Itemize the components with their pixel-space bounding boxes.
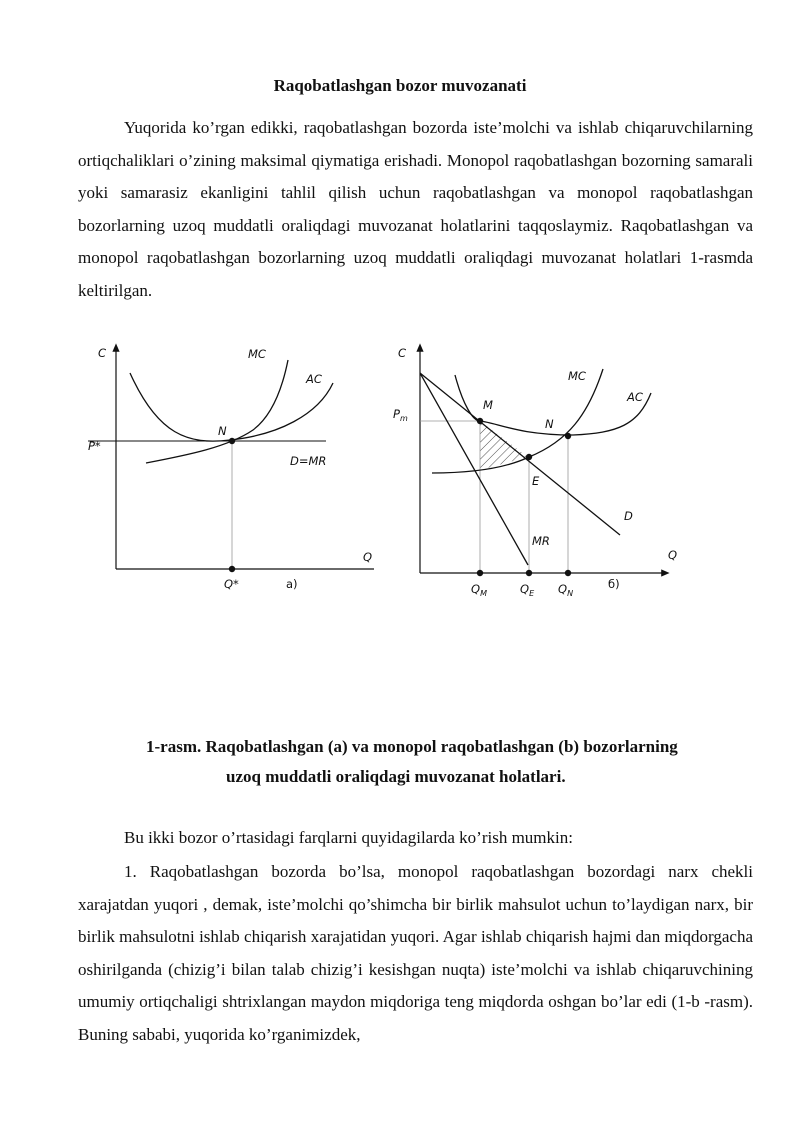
panel-b-mr-label: MR — [532, 534, 550, 548]
panel-b-hatched-area — [480, 421, 528, 470]
panel-b-mc-label: MC — [568, 369, 586, 383]
panel-a-label: a) — [286, 577, 298, 591]
point-1-paragraph: 1. Raqobatlashgan bozorda bo’lsa, monopol raqobatlashgan bozordagi narx chekli xarajatdan yuqori , demak, iste’molchi qo’shimcha bir birlik mahsulot uchun to’laydigan narx, bir birlik mahsulotni ishlab chiqarish xarajatidan yuqori. Agar ishlab chiqarish hajmi dan miqdorgacha oshirilganda (chizig’i bilan talab chizig’i kesishgan nuqta) iste’molchi va ishlab chiqaruvchining umumiy ortiqchaligi shtrixlangan maydon miqdoriga teng miqdorda oshgan bo’lar edi (1-b -rasm). Buning sababi, yuqorida ko’rganimizdek, — [78, 862, 753, 1044]
panel-a-dmr-label: D=MR — [290, 454, 327, 468]
caption-line-1: 1-rasm. Raqobatlashgan (a) va monopol raqobatlashgan (b) bozorlarning — [146, 737, 678, 756]
panel-a-mc-curve — [146, 360, 288, 463]
panel-a-mc-label: MC — [248, 347, 266, 361]
panel-a-ac-label: AC — [306, 372, 322, 386]
panel-b-point-m — [477, 418, 483, 424]
panel-b-pm-label: $P_m$ — [393, 407, 408, 423]
panel-a-qstar-label: Q* — [224, 577, 239, 591]
panel-b-demand-curve — [420, 373, 620, 535]
panel-b-m-label: M — [483, 398, 493, 412]
panel-a-ac-curve — [130, 373, 333, 441]
panel-b-x-label: Q — [668, 548, 678, 562]
panel-b-y-label: C — [398, 346, 407, 360]
panel-a-x-label: Q — [363, 550, 373, 564]
panel-b-d-label: D — [624, 509, 633, 523]
panel-b-ac-label: AC — [627, 390, 643, 404]
panel-b-qn-label: $Q_N$ — [558, 582, 574, 598]
panel-b-point-n — [565, 433, 571, 439]
panel-b-n-label: N — [545, 417, 554, 431]
panel-b-mr-curve — [420, 373, 528, 565]
panel-b-point-qe — [526, 570, 532, 576]
panel-a — [88, 346, 374, 591]
differences-intro: Bu ikki bozor o’rtasidagi farqlarni quyidagilarda ko’rish mumkin: — [124, 828, 573, 847]
equilibrium-figure — [78, 335, 718, 605]
panel-b — [393, 346, 677, 598]
panel-a-n-label: N — [218, 424, 227, 438]
panel-b-qm-label: $Q_M$ — [471, 582, 487, 598]
equilibrium-diagrams-svg — [78, 335, 718, 605]
caption-line-2: uzoq muddatli oraliqdagi muvozanat holatlari. — [226, 767, 566, 786]
intro-paragraph: Yuqorida ko’rgan edikki, raqobatlashgan bozorda iste’molchi va ishlab chiqaruvchilarning ortiqchaliklari o’zining maksimal qiymatiga erishadi. Monopol raqobatlashgan bozorning samarali yoki samarasiz ekanligini tahlil qilish uchun raqobatlashgan va monopol raqobatlashgan bozorlarning uzoq muddatli oraliqdagi muvozanat holatlarini taqqoslaymiz. Raqobatlashgan va monopol raqobatlashgan bozorlarning uzoq muddatli oraliqdagi muvozanat holatlari 1-rasmda keltirilgan. — [78, 118, 753, 300]
panel-b-point-e — [526, 454, 532, 460]
panel-a-point-n — [229, 438, 235, 444]
section-heading: Raqobatlashgan bozor muvozanati — [273, 76, 527, 95]
panel-b-qe-label: $Q_E$ — [520, 582, 535, 598]
panel-b-point-qn — [565, 570, 571, 576]
panel-a-pstar-label: P* — [88, 439, 101, 453]
panel-b-point-qm — [477, 570, 483, 576]
panel-b-label: б) — [608, 577, 620, 591]
figure-caption — [0, 732, 800, 792]
panel-a-point-qstar — [229, 566, 235, 572]
panel-b-e-label: E — [532, 474, 540, 488]
panel-a-y-label: C — [98, 346, 107, 360]
